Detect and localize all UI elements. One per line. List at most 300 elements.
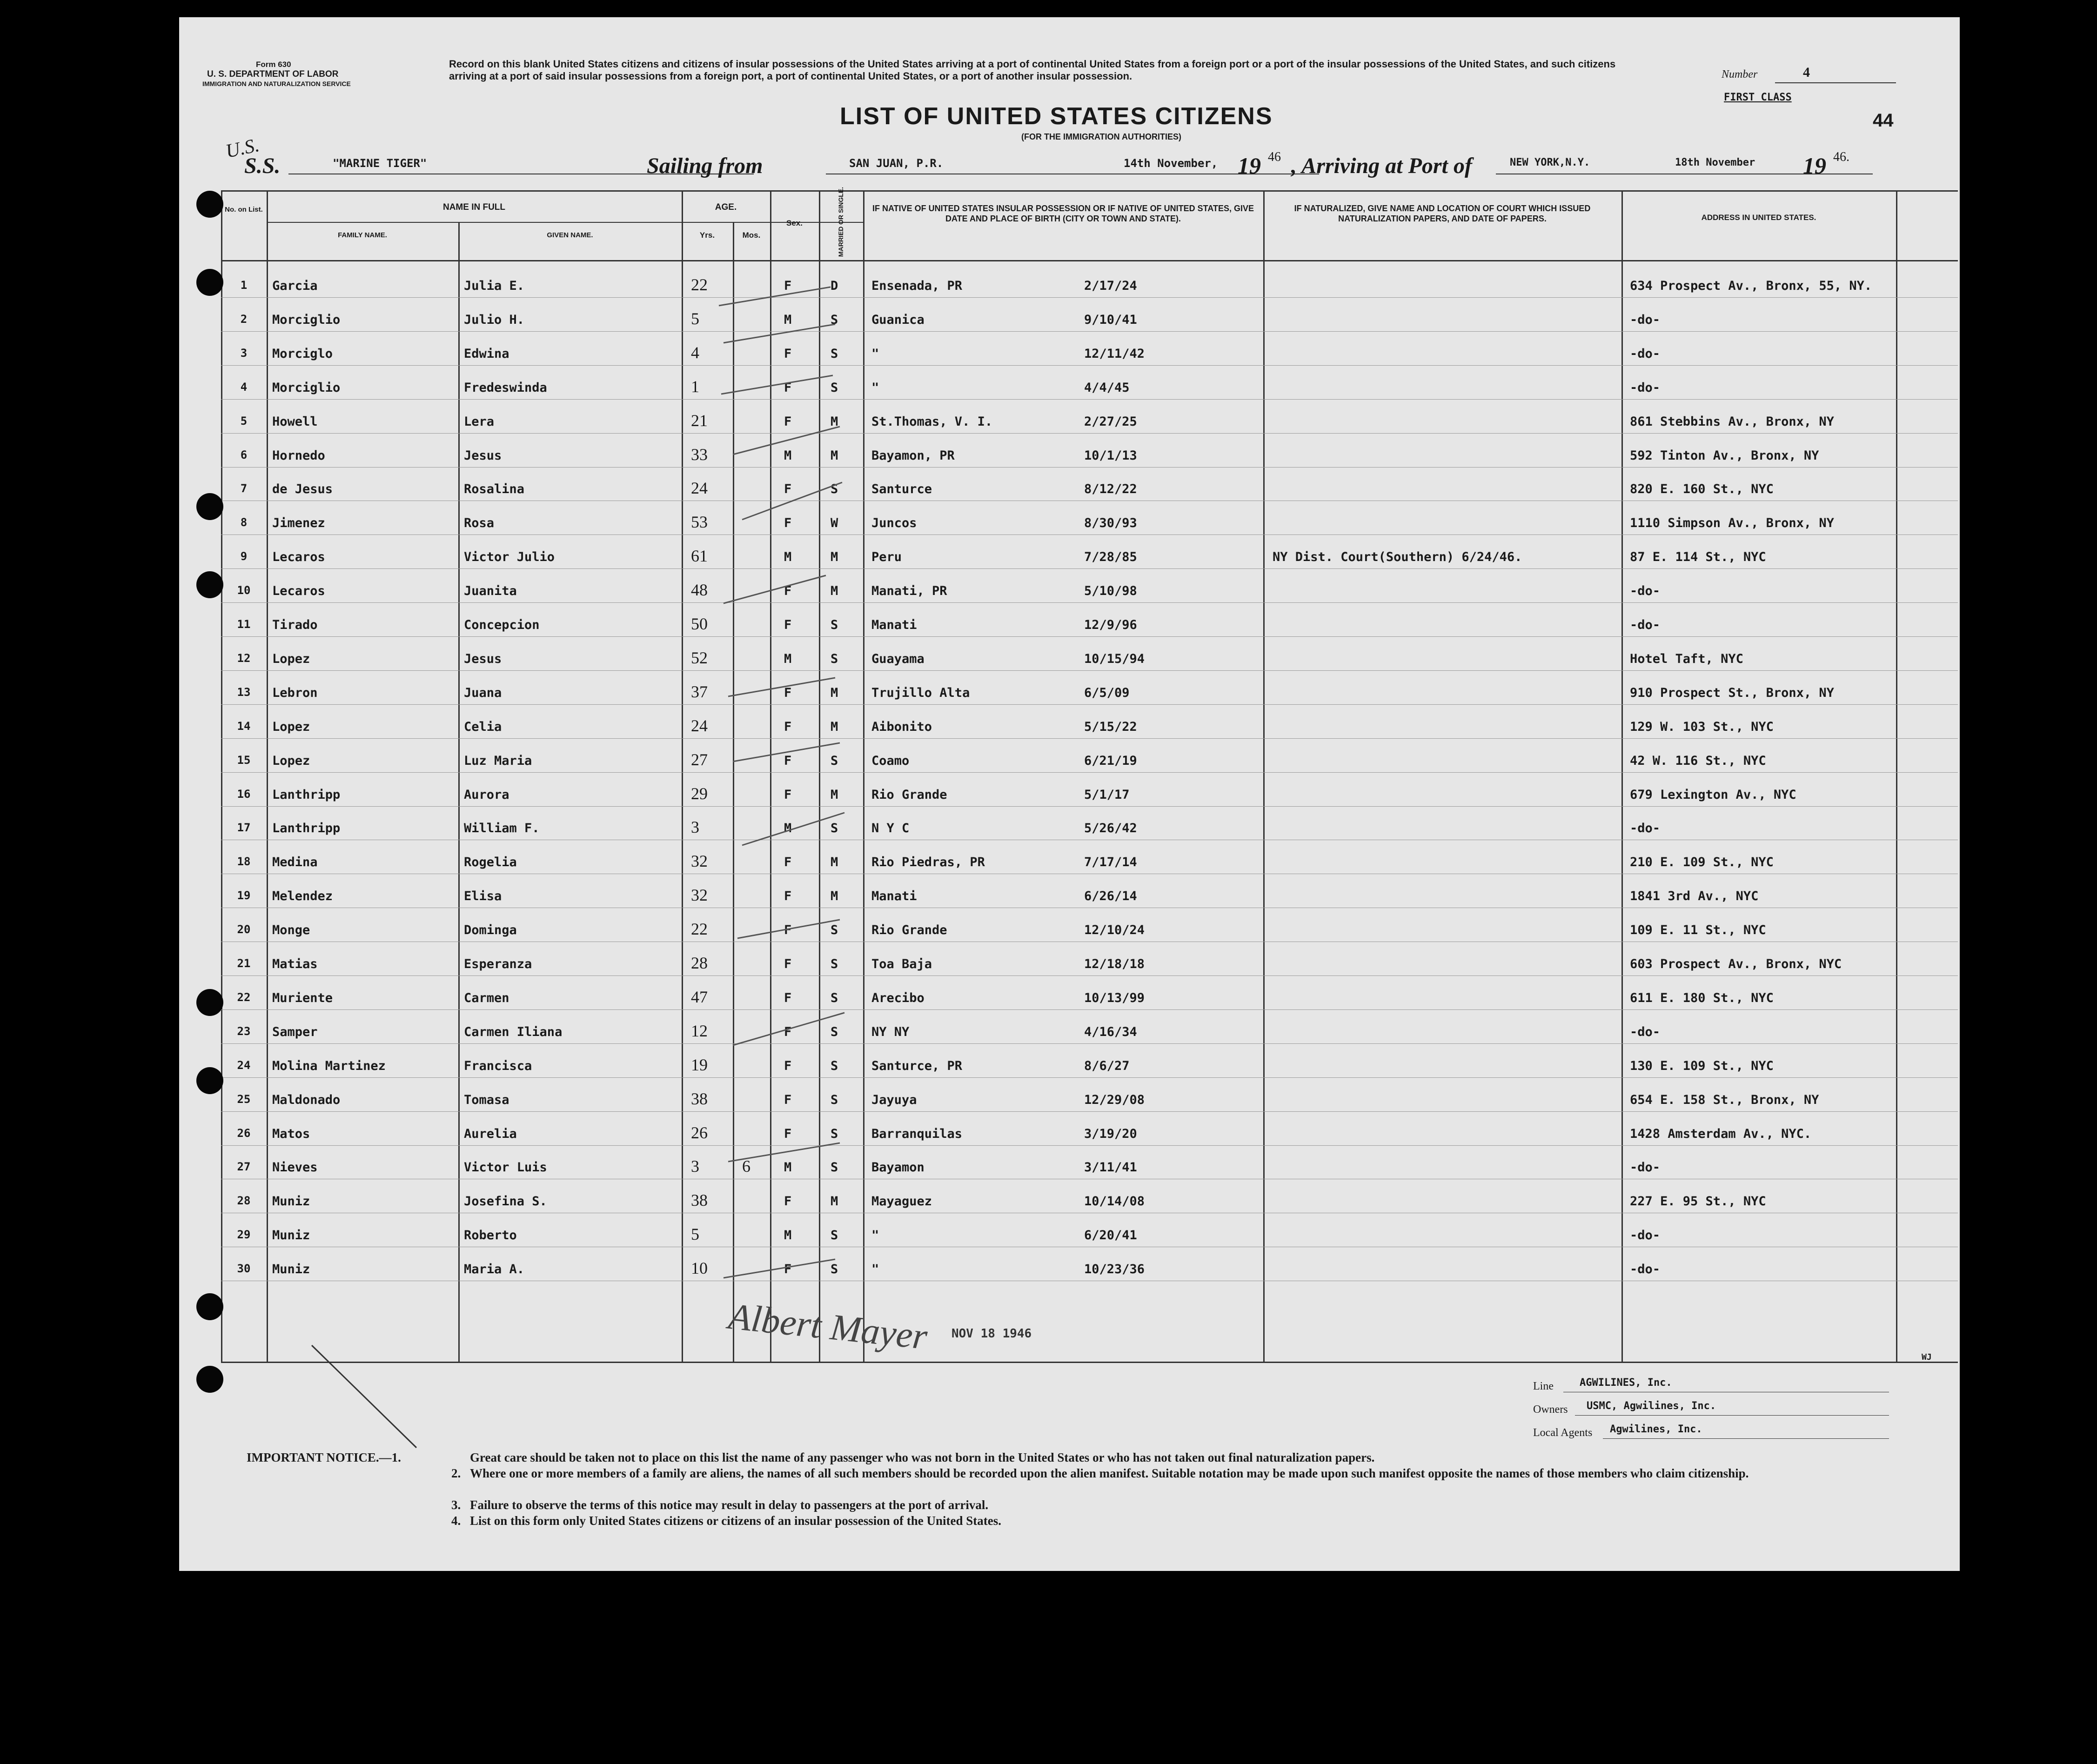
table-header-border [221, 260, 1958, 261]
birth-place: N Y C [871, 821, 910, 835]
address: 1841 3rd Av., NYC [1630, 889, 1759, 903]
birth-place: Manati [871, 889, 917, 903]
address: 603 Prospect Av., Bronx, NYC [1630, 957, 1842, 971]
age-years: 37 [691, 682, 708, 701]
col-line-2 [458, 222, 460, 1363]
sex: F [784, 482, 792, 496]
given-name: Francisca [464, 1059, 532, 1073]
marital-status: W [831, 516, 838, 530]
address: 820 E. 160 St., NYC [1630, 482, 1774, 496]
birth-place: St.Thomas, V. I. [871, 414, 993, 429]
number-underline [1775, 82, 1896, 83]
form-instructions: Record on this blank United States citizens and citizens of insular possessions of the United States arriving at a port of continental United States from a foreign port or a port of the insular possessions of the United States, and such citizens arriving at a port of said insular possessions from a foreign port, a port of continental United States, or a port of another insular possession. [449, 58, 1616, 82]
birth-place: Trujillo Alta [871, 686, 970, 700]
given-name: Lera [464, 414, 495, 429]
margin-initials: WJ [1922, 1352, 1932, 1362]
address: 129 W. 103 St., NYC [1630, 720, 1774, 734]
punch-hole [196, 1366, 223, 1393]
age-years: 19 [691, 1056, 708, 1074]
given-name: Rogelia [464, 855, 517, 869]
birth-place: " [871, 381, 879, 395]
header-sex: Sex. [786, 219, 803, 227]
header-given-name: GIVEN NAME. [547, 231, 593, 239]
row-number: 20 [237, 923, 251, 936]
age-years: 12 [691, 1022, 708, 1040]
year-1: 46 [1268, 150, 1281, 164]
birth-place: Toa Baja [871, 957, 932, 971]
birth-place: Rio Grande [871, 788, 947, 802]
marital-status: M [831, 414, 838, 429]
family-name: Hornedo [272, 448, 325, 463]
class-value: FIRST CLASS [1724, 92, 1792, 103]
row-number: 29 [237, 1228, 251, 1241]
given-name: Dominga [464, 923, 517, 937]
owners-underline [1575, 1415, 1889, 1416]
family-name: Lebron [272, 686, 318, 700]
notice-item-4: List on this form only United States citizens or citizens of an insular possession of the United States. [470, 1514, 1002, 1528]
birth-date: 6/26/14 [1084, 889, 1137, 903]
birth-place: Guayama [871, 652, 925, 666]
age-years: 3 [691, 818, 699, 836]
row-rule [221, 399, 1958, 400]
row-rule [221, 806, 1958, 807]
birth-place: Ensenada, PR [871, 279, 963, 293]
address: -do- [1630, 313, 1661, 327]
age-years: 53 [691, 513, 708, 531]
row-rule [221, 331, 1958, 332]
sex: M [784, 1228, 792, 1243]
row-rule [221, 365, 1958, 366]
row-number: 22 [237, 991, 251, 1004]
sex: F [784, 1194, 792, 1209]
marital-status: S [831, 618, 838, 632]
birth-date: 12/10/24 [1084, 923, 1145, 937]
row-number: 5 [240, 414, 248, 428]
ship-name: "MARINE TIGER" [333, 157, 427, 170]
marital-status: S [831, 1025, 838, 1039]
punch-hole [196, 191, 223, 218]
birth-place: Rio Grande [871, 923, 947, 937]
birth-date: 8/12/22 [1084, 482, 1137, 496]
ss-label: S.S. [244, 154, 281, 178]
family-name: Jimenez [272, 516, 325, 530]
family-name: Samper [272, 1025, 318, 1039]
birth-date: 2/17/24 [1084, 279, 1137, 293]
row-number: 21 [237, 957, 251, 970]
row-rule [221, 297, 1958, 298]
birth-date: 8/6/27 [1084, 1059, 1130, 1073]
sex: F [784, 754, 792, 768]
age-years: 5 [691, 309, 699, 328]
row-number: 10 [237, 584, 251, 597]
marital-status: S [831, 754, 838, 768]
family-name: Matias [272, 957, 318, 971]
row-rule [221, 670, 1958, 671]
marital-status: M [831, 788, 838, 802]
given-name: Carmen Iliana [464, 1025, 563, 1039]
row-number: 1 [240, 279, 248, 292]
family-name: Medina [272, 855, 318, 869]
family-name: Morciglo [272, 347, 333, 361]
sex: F [784, 1127, 792, 1141]
given-name: Jesus [464, 652, 502, 666]
header-no: No. on List. [225, 206, 263, 214]
punch-hole [196, 493, 223, 520]
family-name: Morciglio [272, 313, 341, 327]
given-name: Juana [464, 686, 502, 700]
birth-date: 10/14/08 [1084, 1194, 1145, 1209]
line-label: Line [1533, 1380, 1554, 1392]
address: 679 Lexington Av., NYC [1630, 788, 1796, 802]
number-label: Number [1722, 68, 1758, 80]
birth-date: 3/11/41 [1084, 1160, 1137, 1175]
family-name: Melendez [272, 889, 333, 903]
age-years: 38 [691, 1191, 708, 1209]
address: 654 E. 158 St., Bronx, NY [1630, 1093, 1819, 1107]
address: 210 E. 109 St., NYC [1630, 855, 1774, 869]
col-line-10 [1896, 190, 1897, 1363]
row-number: 3 [240, 347, 248, 360]
year-2: 46. [1833, 150, 1849, 164]
marital-status: S [831, 1228, 838, 1243]
address: -do- [1630, 618, 1661, 632]
punch-hole [196, 1067, 223, 1094]
age-years: 26 [691, 1123, 708, 1142]
age-years: 5 [691, 1225, 699, 1243]
row-number: 25 [237, 1093, 251, 1106]
row-rule [221, 1145, 1958, 1146]
sex: F [784, 1059, 792, 1073]
family-name: Lopez [272, 652, 310, 666]
given-name: Jesus [464, 448, 502, 463]
birth-date: 10/13/99 [1084, 991, 1145, 1005]
address: 42 W. 116 St., NYC [1630, 754, 1766, 768]
sailing-label: Sailing from [647, 154, 763, 178]
notice-item-1: Great care should be taken not to place on this list the name of any passenger who was not born in the United States or who has not taken out final naturalization papers. [470, 1450, 1375, 1464]
birth-place: Arecibo [871, 991, 925, 1005]
birth-place: Guanica [871, 313, 925, 327]
header-family-name: FAMILY NAME. [338, 231, 387, 239]
marital-status: S [831, 482, 838, 496]
family-name: Muniz [272, 1194, 310, 1209]
header-married: MARRIED OR SINGLE. [837, 187, 844, 257]
row-number: 24 [237, 1059, 251, 1072]
family-name: Monge [272, 923, 310, 937]
sex: M [784, 550, 792, 564]
marital-status: D [831, 279, 838, 293]
manifest-sheet [179, 17, 1960, 1571]
row-number: 30 [237, 1262, 251, 1275]
given-name: Aurelia [464, 1127, 517, 1141]
marital-status: S [831, 1093, 838, 1107]
family-name: Nieves [272, 1160, 318, 1175]
row-rule [221, 602, 1958, 603]
address: -do- [1630, 381, 1661, 395]
line-value: AGWILINES, Inc. [1580, 1377, 1672, 1389]
row-rule [221, 772, 1958, 773]
marital-status: S [831, 1262, 838, 1276]
header-mos: Mos. [742, 231, 761, 240]
marital-status: M [831, 584, 838, 598]
agents-label: Local Agents [1533, 1427, 1593, 1439]
given-name: Rosalina [464, 482, 525, 496]
notice-item-2-num: 2. [451, 1466, 461, 1480]
family-name: Muniz [272, 1228, 310, 1243]
birth-place: Juncos [871, 516, 917, 530]
punch-hole [196, 269, 223, 296]
marital-status: S [831, 1127, 838, 1141]
port-to: NEW YORK,N.Y. [1510, 157, 1590, 168]
given-name: Josefina S. [464, 1194, 547, 1209]
birth-date: 12/18/18 [1084, 957, 1145, 971]
number-value: 4 [1803, 65, 1810, 80]
page-subtitle: (FOR THE IMMIGRATION AUTHORITIES) [1021, 132, 1181, 141]
sex: F [784, 788, 792, 802]
given-name: Carmen [464, 991, 509, 1005]
given-name: Edwina [464, 347, 509, 361]
address: 592 Tinton Av., Bronx, NY [1630, 448, 1819, 463]
birth-place: " [871, 1262, 879, 1276]
row-rule [221, 1111, 1958, 1112]
row-rule [221, 704, 1958, 705]
row-number: 2 [240, 313, 248, 326]
birth-date: 3/19/20 [1084, 1127, 1137, 1141]
given-name: Aurora [464, 788, 509, 802]
birth-place: Santurce [871, 482, 932, 496]
row-number: 27 [237, 1160, 251, 1173]
row-rule [221, 738, 1958, 739]
notice-item-4-num: 4. [451, 1514, 461, 1528]
marital-status: M [831, 855, 838, 869]
given-name: Maria A. [464, 1262, 525, 1276]
notice-item-3: Failure to observe the terms of this notice may result in delay to passengers at the port of arrival. [470, 1498, 989, 1512]
header-naturalized: IF NATURALIZED, GIVE NAME AND LOCATION OF COURT WHICH ISSUED NATURALIZATION PAPERS, AND DATE OF PAPERS. [1294, 204, 1591, 223]
family-name: Maldonado [272, 1093, 341, 1107]
col-line-8 [1263, 190, 1265, 1363]
given-name: Celia [464, 720, 502, 734]
birth-date: 4/4/45 [1084, 381, 1130, 395]
age-months: 6 [742, 1157, 750, 1176]
given-name: Luz Maria [464, 754, 532, 768]
row-number: 14 [237, 720, 251, 733]
age-years: 22 [691, 275, 708, 294]
address: -do- [1630, 1262, 1661, 1276]
marital-status: M [831, 448, 838, 463]
family-name: de Jesus [272, 482, 333, 496]
birth-place: Coamo [871, 754, 910, 768]
year-prefix-1: 19 [1238, 153, 1261, 179]
age-years: 4 [691, 343, 699, 362]
given-name: Victor Julio [464, 550, 555, 564]
marital-status: S [831, 957, 838, 971]
age-years: 29 [691, 784, 708, 803]
marital-status: S [831, 1160, 838, 1175]
row-number: 4 [240, 381, 248, 394]
birth-place: " [871, 347, 879, 361]
row-number: 23 [237, 1025, 251, 1038]
family-name: Muriente [272, 991, 333, 1005]
age-years: 48 [691, 581, 708, 599]
page-number: 44 [1873, 110, 1894, 131]
birth-date: 6/5/09 [1084, 686, 1130, 700]
row-number: 12 [237, 652, 251, 665]
given-name: Victor Luis [464, 1160, 547, 1175]
given-name: Rosa [464, 516, 495, 530]
department-name: U. S. DEPARTMENT OF LABOR [207, 69, 339, 79]
birth-date: 12/11/42 [1084, 347, 1145, 361]
col-line-9 [1621, 190, 1623, 1363]
sex: F [784, 957, 792, 971]
birth-date: 5/1/17 [1084, 788, 1130, 802]
address: 611 E. 180 St., NYC [1630, 991, 1774, 1005]
row-rule [221, 1077, 1958, 1078]
marital-status: S [831, 347, 838, 361]
family-name: Lopez [272, 720, 310, 734]
family-name: Lopez [272, 754, 310, 768]
family-name: Lecaros [272, 550, 325, 564]
family-name: Morciglio [272, 381, 341, 395]
marital-status: M [831, 686, 838, 700]
sex: M [784, 448, 792, 463]
header-address: ADDRESS IN UNITED STATES. [1701, 213, 1816, 222]
birth-place: Aibonito [871, 720, 932, 734]
birth-date: 10/1/13 [1084, 448, 1137, 463]
birth-date: 8/30/93 [1084, 516, 1137, 530]
birth-date: 7/28/85 [1084, 550, 1137, 564]
sex: F [784, 991, 792, 1005]
birth-place: Mayaguez [871, 1194, 932, 1209]
header-native: IF NATIVE OF UNITED STATES INSULAR POSSESSION OR IF NATIVE OF UNITED STATES, GIVE DATE AND PLACE OF BIRTH (CITY OR TOWN AND STATE). [872, 204, 1254, 223]
row-number: 11 [237, 618, 251, 631]
service-name: IMMIGRATION AND NATURALIZATION SERVICE [202, 80, 351, 87]
given-name: Concepcion [464, 618, 540, 632]
address: -do- [1630, 347, 1661, 361]
marital-status: S [831, 991, 838, 1005]
birth-date: 9/10/41 [1084, 313, 1137, 327]
given-name: Julia E. [464, 279, 525, 293]
header-name-in-full: NAME IN FULL [442, 202, 506, 212]
row-number: 17 [237, 821, 251, 834]
page-title: LIST OF UNITED STATES CITIZENS [840, 103, 1273, 130]
age-years: 33 [691, 445, 708, 464]
address: 130 E. 109 St., NYC [1630, 1059, 1774, 1073]
arrive-date: 18th November [1675, 157, 1755, 168]
birth-place: Santurce, PR [871, 1059, 963, 1073]
age-years: 1 [691, 377, 699, 396]
row-number: 26 [237, 1127, 251, 1140]
sex: M [784, 313, 792, 327]
sex: F [784, 889, 792, 903]
sex: F [784, 1093, 792, 1107]
marital-status: S [831, 313, 838, 327]
given-name: Julio H. [464, 313, 525, 327]
marital-status: M [831, 889, 838, 903]
address: -do- [1630, 1160, 1661, 1175]
sex: M [784, 652, 792, 666]
row-number: 15 [237, 754, 251, 767]
marital-status: M [831, 720, 838, 734]
birth-date: 12/29/08 [1084, 1093, 1145, 1107]
age-years: 24 [691, 479, 708, 497]
birth-date: 4/16/34 [1084, 1025, 1137, 1039]
address: Hotel Taft, NYC [1630, 652, 1743, 666]
age-years: 3 [691, 1157, 699, 1176]
address: -do- [1630, 1025, 1661, 1039]
row-rule [221, 636, 1958, 637]
birth-date: 2/27/25 [1084, 414, 1137, 429]
birth-date: 10/15/94 [1084, 652, 1145, 666]
row-number: 13 [237, 686, 251, 699]
family-name: Matos [272, 1127, 310, 1141]
header-yrs: Yrs. [699, 231, 715, 240]
col-line-3 [682, 190, 683, 1363]
birth-place: NY NY [871, 1025, 910, 1039]
row-number: 28 [237, 1194, 251, 1207]
punch-hole [196, 989, 223, 1016]
sex: F [784, 923, 792, 937]
age-years: 32 [691, 852, 708, 870]
sex: F [784, 1025, 792, 1039]
birth-place: Bayamon, PR [871, 448, 955, 463]
family-name: Garcia [272, 279, 318, 293]
sex: F [784, 720, 792, 734]
address: 1110 Simpson Av., Bronx, NY [1630, 516, 1834, 530]
notice-item-2: Where one or more members of a family are aliens, the names of all such members should be recorded upon the alien manifest. Suitable notation may be made upon such manifest opposite the names of those members who claim citizenship. [470, 1466, 1749, 1480]
agents-value: Agwilines, Inc. [1610, 1423, 1702, 1435]
age-years: 27 [691, 750, 708, 769]
row-number: 18 [237, 855, 251, 868]
owners-value: USMC, Agwilines, Inc. [1587, 1400, 1716, 1412]
header-age: AGE. [715, 202, 737, 212]
officer-signature: Albert Mayer [726, 1296, 930, 1358]
row-number: 19 [237, 889, 251, 902]
birth-place: Peru [871, 550, 902, 564]
sex: F [784, 618, 792, 632]
marital-status: M [831, 550, 838, 564]
sex: F [784, 584, 792, 598]
age-years: 24 [691, 716, 708, 735]
table-top-border [221, 190, 1958, 192]
family-name: Muniz [272, 1262, 310, 1276]
sex: F [784, 347, 792, 361]
row-rule [221, 1043, 1958, 1044]
birth-place: Bayamon [871, 1160, 925, 1175]
date-stamp: NOV 18 1946 [951, 1327, 1032, 1341]
birth-date: 5/10/98 [1084, 584, 1137, 598]
given-name: Elisa [464, 889, 502, 903]
birth-place: Jayuya [871, 1093, 917, 1107]
family-name: Lecaros [272, 584, 325, 598]
sex: F [784, 1262, 792, 1276]
row-rule [221, 1009, 1958, 1010]
given-name: Fredeswinda [464, 381, 547, 395]
given-name: Juanita [464, 584, 517, 598]
birth-date: 5/26/42 [1084, 821, 1137, 835]
birth-date: 6/21/19 [1084, 754, 1137, 768]
marital-status: S [831, 381, 838, 395]
col-line-7 [863, 190, 864, 1363]
given-name: William F. [464, 821, 540, 835]
punch-hole [196, 571, 223, 598]
row-rule [221, 433, 1958, 434]
age-years: 28 [691, 954, 708, 972]
row-rule [221, 467, 1958, 468]
address: -do- [1630, 1228, 1661, 1243]
birth-date: 5/15/22 [1084, 720, 1137, 734]
birth-date: 10/23/36 [1084, 1262, 1145, 1276]
birth-date: 7/17/14 [1084, 855, 1137, 869]
marital-status: S [831, 652, 838, 666]
